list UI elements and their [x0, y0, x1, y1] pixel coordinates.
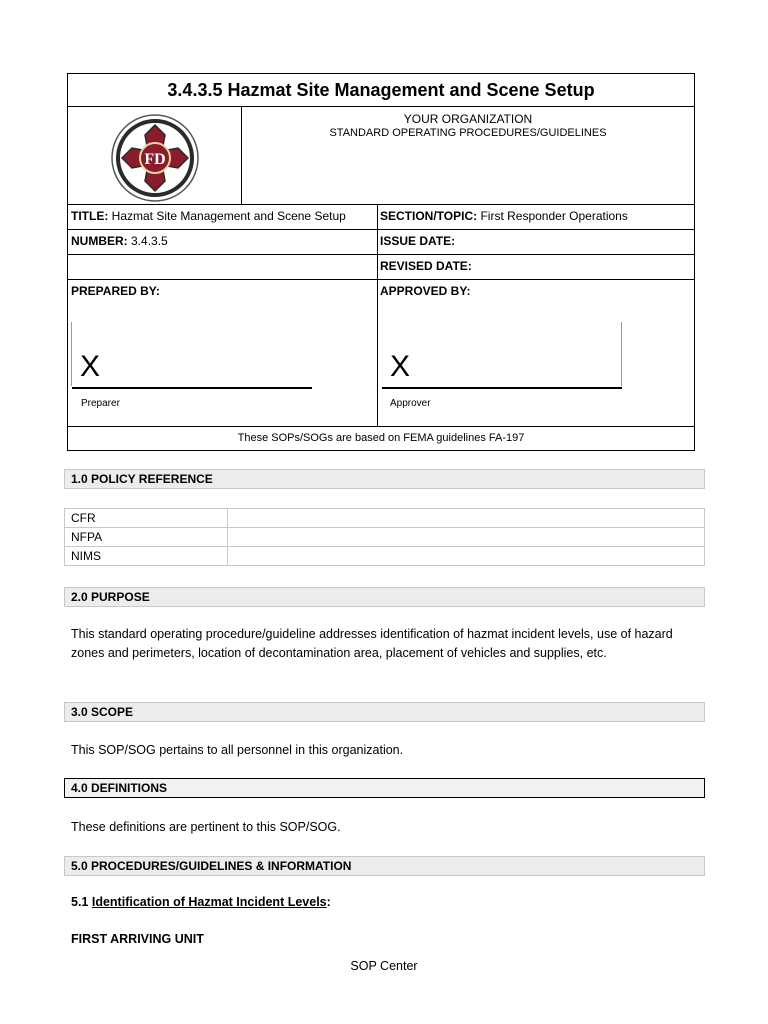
approver-signature-mark: X: [390, 350, 411, 383]
section-value: First Responder Operations: [477, 209, 628, 223]
table-row: [65, 528, 705, 547]
title-cell: [68, 205, 378, 229]
signature-box-edge: [621, 322, 622, 386]
subsection-heading: [71, 895, 331, 909]
title-label: TITLE:: [71, 209, 109, 223]
number-value: 3.4.3.5: [127, 234, 168, 248]
section-heading-policy: 1.0 POLICY REFERENCE: [64, 469, 705, 489]
table-row: [65, 509, 705, 528]
preparer-signature-mark: X: [80, 350, 101, 383]
section-heading-procedures: 5.0 PROCEDURES/GUIDELINES & INFORMATION: [64, 856, 705, 876]
approved-by-cell: [378, 280, 694, 427]
revised-date-label: REVISED DATE:: [380, 259, 472, 273]
table-row: [65, 547, 705, 566]
organization-name: YOUR ORGANIZATION: [403, 112, 533, 126]
policy-key: NIMS: [65, 547, 228, 566]
section-heading-scope: 3.0 SCOPE: [64, 702, 705, 722]
issue-date-label: ISSUE DATE:: [380, 234, 456, 248]
title-row: [68, 204, 694, 229]
signature-row: [68, 279, 694, 427]
subsection-title: Identification of Hazmat Incident Levels: [91, 895, 327, 909]
section-heading-purpose: 2.0 PURPOSE: [64, 587, 705, 607]
approved-by-label: APPROVED BY:: [380, 284, 471, 298]
prepared-by-cell: [68, 280, 378, 427]
section-heading-definitions: 4.0 DEFINITIONS: [64, 778, 705, 798]
approver-signature-line[interactable]: [382, 387, 622, 389]
logo-cell: [68, 107, 242, 204]
number-row: [68, 229, 694, 254]
fire-department-logo: [110, 113, 200, 203]
policy-value[interactable]: [228, 547, 705, 566]
first-arriving-unit-heading: FIRST ARRIVING UNIT: [71, 932, 204, 946]
signature-box-edge: [71, 322, 72, 386]
preparer-signature-line[interactable]: [72, 387, 312, 389]
policy-value[interactable]: [228, 528, 705, 547]
definitions-text: These definitions are pertinent to this SOP/SOG.: [71, 820, 341, 834]
purpose-text: This standard operating procedure/guideline addresses identification of hazmat incident levels, use of hazard zones and perimeters, location of decontamination area, placement of vehicles and supplies, etc.: [71, 627, 673, 660]
title-value: Hazmat Site Management and Scene Setup: [108, 209, 346, 223]
page-footer: SOP Center: [350, 959, 418, 973]
empty-cell: [68, 255, 378, 279]
preparer-caption: Preparer: [81, 398, 120, 409]
section-label: SECTION/TOPIC:: [380, 209, 478, 223]
policy-key: NFPA: [65, 528, 228, 547]
organization-subtitle: STANDARD OPERATING PROCEDURES/GUIDELINES: [329, 127, 607, 139]
policy-key: CFR: [65, 509, 228, 528]
logo-text: FD: [144, 151, 166, 168]
number-cell: [68, 230, 378, 254]
number-label: NUMBER:: [71, 234, 128, 248]
approver-caption: Approver: [390, 398, 431, 409]
document-title: 3.4.3.5 Hazmat Site Management and Scene Setup: [68, 74, 694, 107]
prepared-by-label: PREPARED BY:: [71, 284, 160, 298]
subsection-colon: :: [326, 895, 331, 909]
sop-header-box: [67, 73, 695, 451]
issue-date-cell: [378, 230, 694, 254]
organization-cell: [242, 107, 694, 204]
subsection-number: 5.1: [71, 895, 92, 909]
revised-date-cell: [378, 255, 694, 279]
scope-text: This SOP/SOG pertains to all personnel in this organization.: [71, 743, 404, 757]
revised-row: [68, 254, 694, 279]
section-cell: [378, 205, 694, 229]
fema-note: These SOPs/SOGs are based on FEMA guidelines FA-197: [68, 426, 694, 450]
policy-reference-table: [64, 508, 705, 566]
policy-value[interactable]: [228, 509, 705, 528]
